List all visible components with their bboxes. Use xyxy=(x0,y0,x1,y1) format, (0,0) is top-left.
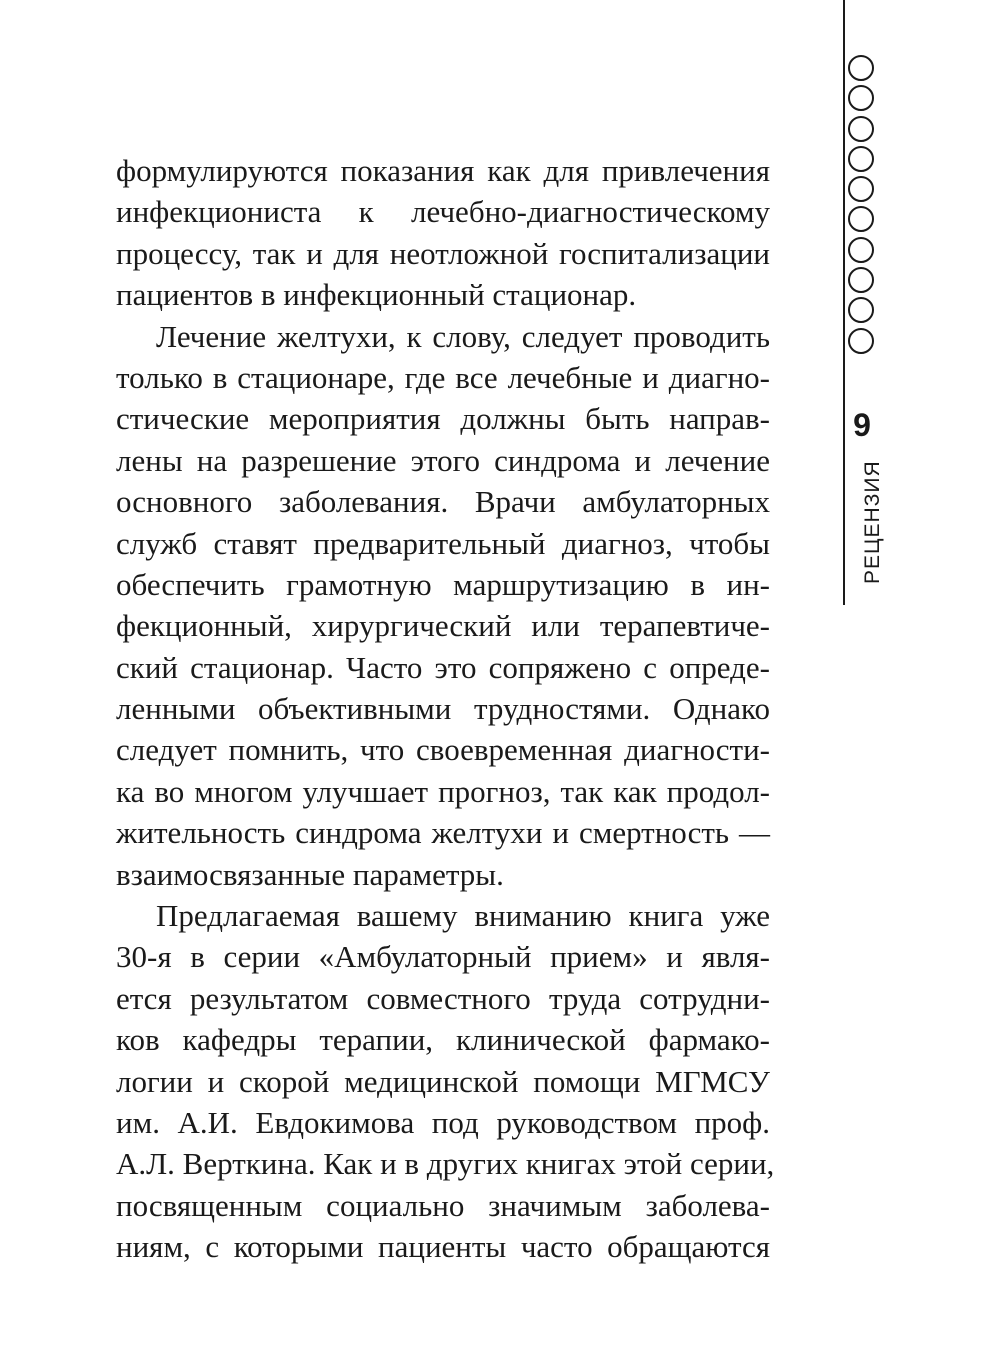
page-number: 9 xyxy=(853,407,871,443)
section-label: РЕЦЕНЗИЯ xyxy=(861,460,884,584)
text-line: им. А.И. Евдокимова под руководством проф. xyxy=(116,1104,770,1140)
text-line: посвященным социально значимым заболева- xyxy=(116,1187,770,1223)
text-line: ленными объективными трудностями. Однако xyxy=(116,691,770,727)
text-line: формулируются показания как для привлечения xyxy=(116,153,770,188)
text-line: 30-я в серии «Амбулаторный прием» и явля- xyxy=(116,939,770,975)
text-line: фекционный, хирургический или терапевтиче- xyxy=(116,608,770,644)
text-line: инфекциониста к лечебно-диагностическому xyxy=(116,194,770,230)
text-line: следует помнить, что своевременная диагности- xyxy=(116,732,770,768)
text-line: основного заболевания. Врачи амбулаторных xyxy=(116,484,770,520)
decorative-circle xyxy=(848,85,874,111)
text-line: только в стационаре, где все лечебные и диагно- xyxy=(116,359,770,395)
text-line: ниям, с которыми пациенты часто обращаются xyxy=(116,1229,770,1265)
text-line: Предлагаемая вашему вниманию книга уже xyxy=(156,898,770,934)
text-line: ский стационар. Часто это сопряжено с опреде- xyxy=(116,649,770,685)
decorative-circle xyxy=(848,267,874,293)
text-line: лены на разрешение этого синдрома и лечение xyxy=(116,442,770,478)
text-line: служб ставят предварительный диагноз, чтобы xyxy=(116,525,770,561)
body-text xyxy=(116,150,775,1268)
text-line: процессу, так и для неотложной госпитализации xyxy=(116,235,770,271)
decorative-circle xyxy=(848,146,874,172)
text-line: пациентов в инфекционный стационар. xyxy=(116,277,637,313)
decorative-circle xyxy=(848,328,874,354)
text-line: А.Л. Верткина. Как и в других книгах этой серии, xyxy=(116,1146,775,1182)
decorative-circle xyxy=(848,176,874,202)
text-line: жительность синдрома желтухи и смертность — xyxy=(116,815,770,851)
decorative-circle xyxy=(848,237,874,263)
text-line: логии и скорой медицинской помощи МГМСУ xyxy=(116,1063,770,1099)
text-line: стические мероприятия должны быть направ- xyxy=(116,401,770,437)
text-line: обеспечить грамотную маршрутизацию в ин- xyxy=(116,566,770,602)
decorative-circle xyxy=(848,55,874,81)
decorative-circle-column xyxy=(848,55,878,358)
text-line: Лечение желтухи, к слову, следует проводить xyxy=(156,318,770,354)
text-line: ется результатом совместного труда сотрудни- xyxy=(116,980,770,1016)
decorative-circle xyxy=(848,116,874,142)
margin-rule xyxy=(843,0,845,605)
text-line: ка во многом улучшает прогноз, так как продол- xyxy=(116,773,770,809)
text-line: ков кафедры терапии, клинической фармако- xyxy=(116,1022,770,1058)
decorative-circle xyxy=(848,206,874,232)
decorative-circle xyxy=(848,297,874,323)
text-line: взаимосвязанные параметры. xyxy=(116,856,504,892)
